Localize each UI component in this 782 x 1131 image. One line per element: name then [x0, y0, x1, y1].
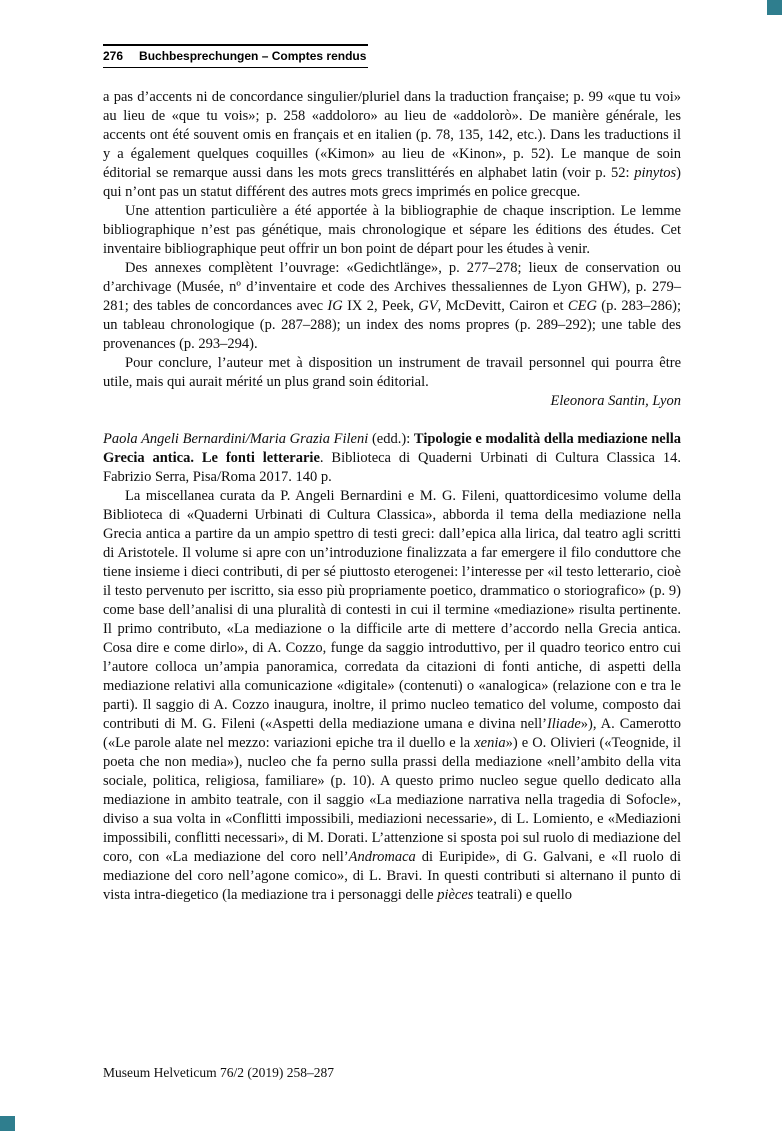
- review-heading: Paola Angeli Bernardini/Maria Grazia Fileni (edd.): Tipologie e modalità della mediazione nella Grecia antica. Le fonti letterarie. Biblioteca di Quaderni Urbinati di Cultura Classica 14. Fabrizio Serra, Pisa/Roma 2017. 140 p.: [103, 431, 681, 485]
- review-block: [103, 430, 681, 905]
- paragraph: Des annexes complètent l’ouvrage: «Gedichtlänge», p. 277–278; lieux de conservation ou d’archivage (Musée, nº d’inventaire et code des Archives thessaliennes de Lyon GHW), p. 279–281; des tables de concordances avec IG IX 2, Peek, GV, McDevitt, Cairon et CEG (p. 283–286); un tableau chronologique (p. 287–288); un index des noms propres (p. 289–292); une table des provenances (p. 293–294).: [103, 260, 682, 352]
- page-number: 276: [103, 49, 124, 63]
- corner-mark-bottom-left: [0, 1116, 15, 1131]
- page-body: [103, 88, 681, 905]
- running-head: [103, 44, 368, 68]
- page-footer: Museum Helveticum 76/2 (2019) 258–287: [103, 1065, 334, 1080]
- paragraph: Pour conclure, l’auteur met à disposition un instrument de travail personnel qui pourra être utile, mais qui aurait mérité un plus grand soin éditorial.: [103, 355, 681, 390]
- corner-mark-top-right: [767, 0, 782, 15]
- running-head-title: Buchbesprechungen – Comptes rendus: [139, 49, 367, 63]
- paragraph: a pas d’accents ni de concordance singulier/pluriel dans la traduction française; p. 99 «que tu voi» au lieu de «que tu vois»; p. 258 «addoloro» au lieu de «addolorò». De manière générale, les accents ont été souvent omis en français et en italien (p. 78, 135, 142, etc.). Dans les traductions il y a également quelques coquilles («Kimon» au lieu de «Kinon», p. 52). Le manque de soin éditorial se remarque aussi dans les mots grecs translittérés en alphabet latin (voir p. 52: pinytos) qui n’ont pas un statut différent des autres mots grecs imprimés en police grecque.: [103, 89, 681, 200]
- review-signature: Eleonora Santin, Lyon: [550, 393, 681, 409]
- paragraph: La miscellanea curata da P. Angeli Bernardini e M. G. Fileni, quattordicesimo volume della Biblioteca di «Quaderni Urbinati di Cultura Classica», abborda il tema della mediazione nella Grecia antica a partire da un ampio spettro di testi greci: dall’epica alla lirica, dal teatro agli scritti di Aristotele. Il volume si apre con un’introduzione finalizzata a far emergere il filo conduttore che tiene insieme i dieci contributi, di per sé piuttosto eterogenei: l’interesse per «il testo letterario, cioè il testo pervenuto per iscritto, sia esso più propriamente poetico, drammatico o storiografico» (p. 9) come base dell’analisi di una pluralità di contesti in cui il termine «mediazione» risulta pertinente. Il primo contributo, «La mediazione o la difficile arte di mettere d’accordo nella Grecia antica. Cosa dire e come dirlo», di A. Cozzo, funge da saggio introduttivo, per il quadro teorico entro cui l’autore colloca un’ampia panoramica, corredata da citazioni di fonti antiche, di aspetti della mediazione relativi alla comunicazione «digitale» (contenuti) o «analogica» (relazione con e tra le parti). Il saggio di A. Cozzo inaugura, inoltre, il primo nucleo tematico del volume, composto dai contributi di M. G. Fileni («Aspetti della mediazione umana e divina nell’Iliade»), A. Camerotto («Le parole alate nel mezzo: variazioni epiche tra il duello e la xenia») e O. Olivieri («Teognide, il poeta che non media»), nucleo che fa perno sulla prassi della mediazione «nell’ambito della vita sociale, politica, religiosa, familiare» (p. 10). A questo primo nucleo segue quello dedicato alla mediazione in ambito teatrale, con il saggio «La mediazione narrativa nella tragedia di Sofocle», diviso a sua volta in «Conflitti impossibili, mediazioni necessarie», di L. Lomiento, e «Mediazioni impossibili, conflitti necessari», di M. Dorati. L’attenzione si sposta poi sul ruolo di mediazione del coro, con «La mediazione del coro nell’Andromaca di Euripide», di G. Galvani, e «Il ruolo di mediazione del coro nell’agone comico», di L. Bravi. In questi contributi si alternano il punto di vista intra-diegetico (la mediazione tra i personaggi delle pièces teatrali) e quello: [103, 488, 681, 903]
- paragraph: Une attention particulière a été apportée à la bibliographie de chaque inscription. Le lemme bibliographique n’est pas génétique, mais chronologique et sépare les éditions des études. Cet inventaire bibliographique peut offrir un bon point de départ pour les études à venir.: [103, 203, 681, 257]
